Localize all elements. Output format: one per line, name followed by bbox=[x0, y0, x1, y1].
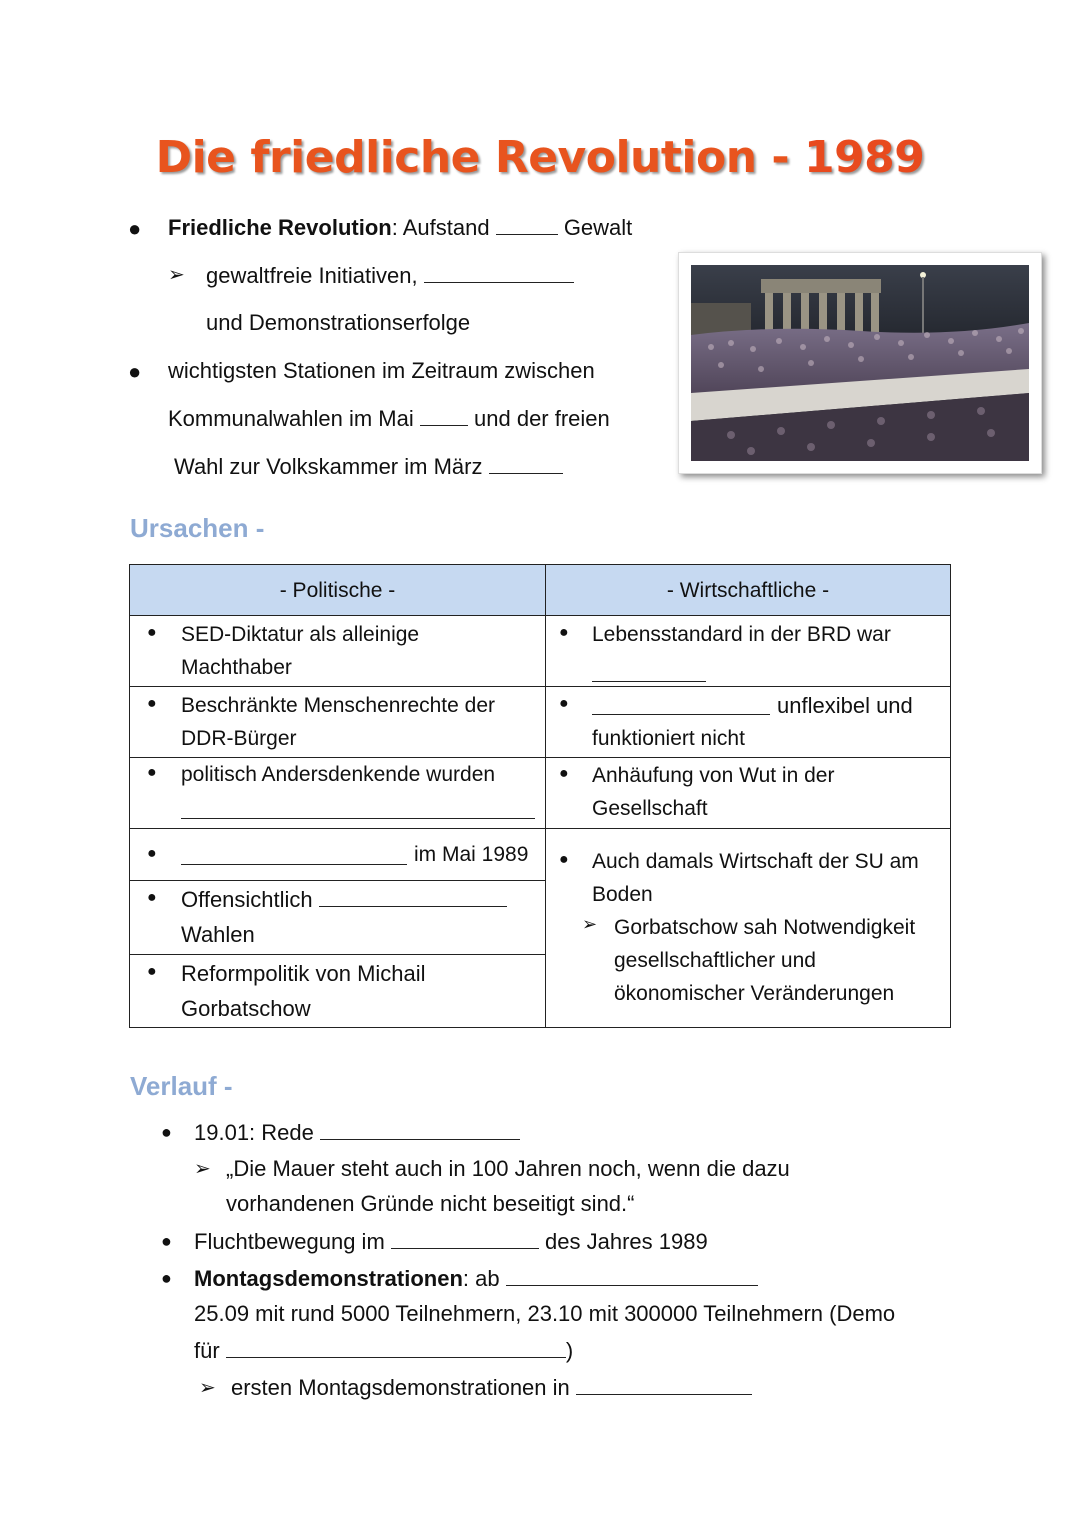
blank-field[interactable] bbox=[391, 1230, 539, 1249]
verlauf-sub bbox=[231, 1374, 752, 1402]
wirtschaftliche-row-4d: gesellschaftlicher und bbox=[614, 949, 816, 972]
section-heading-ursachen: Ursachen - bbox=[130, 513, 265, 543]
intro-l2a: Kommunalwahlen im Mai bbox=[168, 406, 414, 431]
bullet-icon: ● bbox=[559, 765, 569, 782]
intro-bullet-1 bbox=[168, 214, 632, 242]
wirtschaftliche-row-4a: Auch damals Wirtschaft der SU am bbox=[592, 850, 919, 873]
title-year: 1989 bbox=[803, 132, 925, 183]
bullet-icon: ● bbox=[147, 695, 157, 712]
bullet-icon: ● bbox=[147, 889, 157, 906]
blank-field[interactable] bbox=[489, 455, 563, 474]
berlin-wall-photo bbox=[691, 265, 1029, 461]
blank-field[interactable] bbox=[226, 1339, 566, 1358]
verlauf-item-1 bbox=[194, 1119, 520, 1147]
bullet-icon: ● bbox=[128, 359, 142, 384]
politische-row-4: im Mai 1989 bbox=[414, 843, 529, 866]
blank-field[interactable] bbox=[576, 1376, 752, 1395]
politische-row-6b: Gorbatschow bbox=[181, 996, 311, 1021]
table-border bbox=[545, 564, 546, 1028]
blank-field[interactable] bbox=[592, 696, 770, 715]
wirtschaftliche-row-4e: ökonomischer Veränderungen bbox=[614, 982, 895, 1005]
verlauf-sub-text: ersten Montagsdemonstrationen in bbox=[231, 1375, 570, 1400]
verlauf-item-3-line3a: für bbox=[194, 1338, 220, 1363]
verlauf-quote-a: „Die Mauer steht auch in 100 Jahren noch, wenn die dazu bbox=[226, 1156, 790, 1181]
verlauf-item-1-text: 19.01: Rede bbox=[194, 1120, 314, 1145]
bullet-icon: ● bbox=[559, 851, 569, 868]
intro-b1-rest: : Aufstand bbox=[391, 215, 490, 240]
blank-field[interactable] bbox=[181, 800, 535, 819]
verlauf-item-3 bbox=[194, 1265, 758, 1293]
table-header-wirtschaftliche: - Wirtschaftliche - bbox=[666, 579, 830, 602]
intro-bullet-2-line3 bbox=[174, 453, 563, 481]
intro-sub-1-text: gewaltfreie Initiativen, bbox=[206, 263, 418, 288]
bullet-icon: ● bbox=[147, 845, 157, 862]
arrow-icon: ➢ bbox=[199, 1377, 216, 1399]
bullet-icon: ● bbox=[147, 764, 157, 781]
blank-field[interactable] bbox=[320, 1121, 520, 1140]
politische-row-6a: Reformpolitik von Michail bbox=[181, 961, 426, 986]
intro-sub-1 bbox=[206, 262, 574, 290]
wirtschaftliche-row-2b: funktioniert nicht bbox=[592, 727, 745, 750]
verlauf-item-2b: des Jahres 1989 bbox=[545, 1229, 708, 1254]
intro-bullet-2-line2 bbox=[168, 405, 610, 433]
politische-row-3a: politisch Andersdenkende wurden bbox=[181, 763, 496, 786]
politische-row-5b: Wahlen bbox=[181, 922, 255, 947]
intro-l3: Wahl zur Volkskammer im März bbox=[174, 454, 483, 479]
bullet-icon: ● bbox=[147, 624, 157, 641]
bullet-icon: ● bbox=[128, 216, 142, 241]
table-border bbox=[950, 564, 951, 1028]
section-heading-verlauf: Verlauf - bbox=[130, 1071, 233, 1101]
politische-row-5a bbox=[181, 883, 507, 916]
arrow-icon: ➢ bbox=[194, 1158, 211, 1180]
bullet-icon: ● bbox=[161, 1268, 172, 1288]
table-border bbox=[129, 564, 951, 565]
intro-bullet-2: wichtigsten Stationen im Zeitraum zwischen bbox=[168, 358, 595, 383]
intro-bold: Friedliche Revolution bbox=[168, 215, 392, 240]
bullet-icon: ● bbox=[161, 1122, 172, 1142]
wirtschaftliche-row-3b: Gesellschaft bbox=[592, 797, 708, 820]
table-header-politische: - Politische - bbox=[279, 579, 396, 602]
blank-field[interactable] bbox=[496, 216, 558, 235]
photo-frame bbox=[678, 252, 1042, 474]
intro-l2b: und der freien bbox=[474, 406, 610, 431]
table-border bbox=[129, 1027, 951, 1028]
verlauf-item-2a: Fluchtbewegung im bbox=[194, 1229, 385, 1254]
verlauf-item-3-line3 bbox=[194, 1337, 573, 1365]
bullet-icon: ● bbox=[559, 695, 569, 712]
verlauf-quote-b: vorhandenen Gründe nicht beseitigt sind.“ bbox=[226, 1191, 635, 1216]
page-title bbox=[0, 132, 1080, 183]
table-border bbox=[129, 615, 951, 616]
politische-row-1b: Machthaber bbox=[181, 656, 292, 679]
verlauf-item-2 bbox=[194, 1228, 708, 1256]
blank-field[interactable] bbox=[592, 663, 706, 682]
table-border bbox=[129, 686, 951, 687]
blank-field[interactable] bbox=[424, 264, 574, 283]
politische-row-2a: Beschränkte Menschenrechte der bbox=[181, 694, 496, 717]
wirtschaftliche-row-4b: Boden bbox=[592, 883, 653, 906]
intro-b1-after: Gewalt bbox=[563, 215, 633, 240]
wirtschaftliche-row-1a: Lebensstandard in der BRD war bbox=[592, 623, 891, 646]
intro-sub-2: und Demonstrationserfolge bbox=[206, 310, 471, 335]
table-border bbox=[129, 954, 545, 955]
verlauf-item-3-rest: : ab bbox=[462, 1266, 500, 1291]
politische-row-1a: SED-Diktatur als alleinige bbox=[181, 623, 420, 646]
politische-row-5a-text: Offensichtlich bbox=[181, 887, 313, 912]
wirtschaftliche-row-2a: unflexibel und bbox=[777, 693, 913, 718]
arrow-icon: ➢ bbox=[168, 264, 185, 286]
arrow-icon: ➢ bbox=[582, 914, 598, 934]
bullet-icon: ● bbox=[559, 624, 569, 641]
blank-field[interactable] bbox=[506, 1267, 758, 1286]
bullet-icon: ● bbox=[161, 1231, 172, 1251]
verlauf-item-3-line2: 25.09 mit rund 5000 Teilnehmern, 23.10 mit 300000 Teilnehmern (Demo bbox=[194, 1301, 896, 1326]
verlauf-item-3-bold: Montagsdemonstrationen bbox=[194, 1266, 463, 1291]
table-border bbox=[129, 828, 951, 829]
verlauf-item-3-line3b: ) bbox=[565, 1338, 574, 1363]
wirtschaftliche-row-4c: Gorbatschow sah Notwendigkeit bbox=[614, 916, 916, 939]
blank-field[interactable] bbox=[181, 846, 407, 865]
politische-row-2b: DDR-Bürger bbox=[181, 727, 297, 750]
title-text: Die friedliche Revolution - bbox=[155, 132, 804, 183]
table-border bbox=[129, 564, 130, 1028]
blank-field[interactable] bbox=[420, 407, 468, 426]
wirtschaftliche-row-3a: Anhäufung von Wut in der bbox=[592, 764, 835, 787]
table-border bbox=[129, 880, 545, 881]
bullet-icon: ● bbox=[147, 963, 157, 980]
blank-field[interactable] bbox=[319, 888, 507, 907]
